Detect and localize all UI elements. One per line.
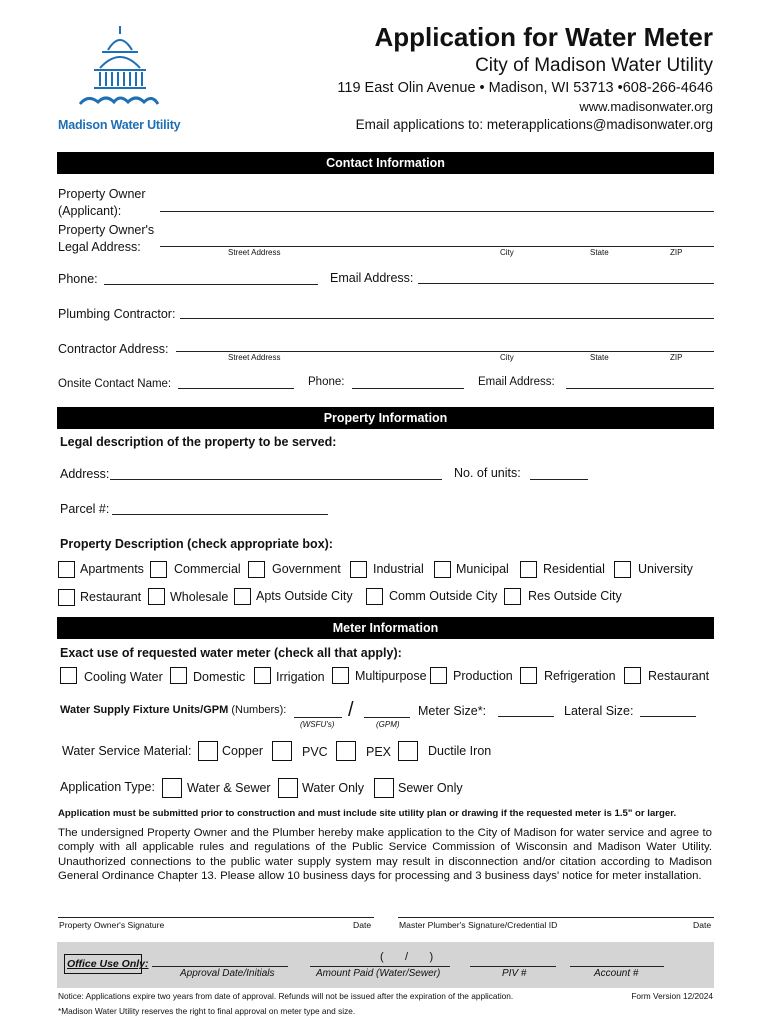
city-caption: City xyxy=(500,248,514,257)
label-production: Production xyxy=(453,669,513,683)
amount-date-placeholder: ( / ) xyxy=(380,951,434,963)
checkbox-water-and-sewer[interactable] xyxy=(162,778,182,798)
checkbox-irrigation[interactable] xyxy=(254,667,271,684)
contractor-address-field[interactable] xyxy=(176,351,714,352)
onsite-email-field[interactable] xyxy=(566,388,714,389)
label-municipal: Municipal xyxy=(456,562,509,576)
label-government: Government xyxy=(272,562,341,576)
checkbox-university[interactable] xyxy=(614,561,631,578)
owner-date-label: Date xyxy=(353,920,372,930)
onsite-phone-label: Phone: xyxy=(308,376,345,388)
office-use-label: Office Use Only: xyxy=(67,958,149,970)
reserve-notice: *Madison Water Utility reserves the right to final approval on meter type and size. xyxy=(58,1006,356,1016)
page-subtitle: City of Madison Water Utility xyxy=(475,55,713,76)
meter-size-field[interactable] xyxy=(498,716,554,717)
form-version: Form Version 12/2024 xyxy=(631,991,713,1001)
meter-use-title: Exact use of requested water meter (check all that apply): xyxy=(60,646,402,660)
checkbox-pvc[interactable] xyxy=(272,741,292,761)
label-pvc: PVC xyxy=(302,745,328,759)
section-contact-information: Contact Information xyxy=(57,152,714,174)
label-restaurant: Restaurant xyxy=(80,590,142,604)
checkbox-water-only[interactable] xyxy=(278,778,298,798)
label-cooling-water: Cooling Water xyxy=(84,670,163,684)
checkbox-apts-outside-city[interactable] xyxy=(234,588,251,605)
logo xyxy=(58,24,183,136)
label-restaurant-use: Restaurant xyxy=(648,669,710,683)
section-property-information: Property Information xyxy=(57,407,714,429)
owner-name-field[interactable] xyxy=(160,211,714,212)
phone-label: Phone: xyxy=(58,272,98,286)
address-label: Address: xyxy=(60,467,110,481)
address-line: 119 East Olin Avenue • Madison, WI 53713 •608-266-4646 xyxy=(337,80,713,96)
contractor-address-label: Contractor Address: xyxy=(58,342,169,356)
plumbing-contractor-field[interactable] xyxy=(180,318,714,319)
expiration-notice: Notice: Applications expire two years from date of approval. Refunds will not be issued after the expiration of the application. xyxy=(58,991,514,1001)
parcel-field[interactable] xyxy=(112,514,328,515)
label-irrigation: Irrigation xyxy=(276,670,325,684)
label-domestic: Domestic xyxy=(193,670,246,684)
checkbox-ductile-iron[interactable] xyxy=(398,741,418,761)
checkbox-government[interactable] xyxy=(248,561,265,578)
label-copper: Copper xyxy=(222,744,263,758)
label-apartments: Apartments xyxy=(80,562,144,576)
label-wholesale: Wholesale xyxy=(170,590,229,604)
water-service-material-label: Water Service Material: xyxy=(62,744,192,758)
capitol-dome-icon xyxy=(58,24,183,114)
approval-field[interactable] xyxy=(152,966,288,967)
checkbox-refrigeration[interactable] xyxy=(520,667,537,684)
legal-address-label-2: Legal Address: xyxy=(58,240,141,254)
email-label: Email Address: xyxy=(330,271,414,285)
checkbox-apartments[interactable] xyxy=(58,561,75,578)
checkbox-commercial[interactable] xyxy=(150,561,167,578)
website: www.madisonwater.org xyxy=(579,99,713,114)
checkbox-sewer-only[interactable] xyxy=(374,778,394,798)
checkbox-restaurant[interactable] xyxy=(58,589,75,606)
label-water-only: Water Only xyxy=(302,781,365,795)
label-refrigeration: Refrigeration xyxy=(544,669,616,683)
legal-description-title: Legal description of the property to be served: xyxy=(60,435,337,449)
wsfu-field[interactable] xyxy=(294,717,342,718)
onsite-email-label: Email Address: xyxy=(478,376,555,388)
checkbox-pex[interactable] xyxy=(336,741,356,761)
label-industrial: Industrial xyxy=(373,562,424,576)
checkbox-res-outside-city[interactable] xyxy=(504,588,521,605)
page-title: Application for Water Meter xyxy=(374,22,713,52)
onsite-contact-field[interactable] xyxy=(178,388,294,389)
checkbox-wholesale[interactable] xyxy=(148,588,165,605)
plumber-date-label: Date xyxy=(693,920,712,930)
gpm-field[interactable] xyxy=(364,717,410,718)
amount-caption: Amount Paid (Water/Sewer) xyxy=(316,968,441,979)
units-label: No. of units: xyxy=(454,466,521,480)
label-university: University xyxy=(638,562,693,576)
fixture-units-label-bold: Water Supply Fixture Units/GPM xyxy=(60,704,229,716)
account-caption: Account # xyxy=(594,968,639,979)
city-caption-2: City xyxy=(500,353,514,362)
gpm-caption: (GPM) xyxy=(376,720,400,729)
state-caption: State xyxy=(590,248,609,257)
plumber-signature-field[interactable] xyxy=(398,917,714,918)
label-sewer-only: Sewer Only xyxy=(398,781,463,795)
piv-caption: PIV # xyxy=(502,968,527,979)
owner-label-1: Property Owner xyxy=(58,187,146,201)
checkbox-domestic[interactable] xyxy=(170,667,187,684)
label-apts-outside-city: Apts Outside City xyxy=(256,589,353,603)
label-residential: Residential xyxy=(543,562,605,576)
fixture-slash: / xyxy=(348,699,354,721)
logo-text: Madison Water Utility xyxy=(58,118,181,132)
agreement-paragraph: The undersigned Property Owner and the Plumber hereby make application to the City of Madison for water service and agree to comply with all applicable rules and regulations of the Public Service Commission of Wisconsin and Madison Water Utility. Unauthorized connections to the public water supply system may result in disconnection and/or citation according to Madison General Ordinance Chapter 13. Please allow 10 business days for processing and 3 business days' notice for meter installation. xyxy=(58,827,712,883)
checkbox-industrial[interactable] xyxy=(350,561,367,578)
label-water-and-sewer: Water & Sewer xyxy=(187,781,271,795)
owner-label-2: (Applicant): xyxy=(58,204,122,218)
checkbox-multipurpose[interactable] xyxy=(332,667,349,684)
submission-notice: Application must be submitted prior to construction and must include site utility plan or drawing if the requested meter is 1.5" or larger. xyxy=(58,808,677,819)
application-type-label: Application Type: xyxy=(60,780,155,794)
lateral-size-label: Lateral Size: xyxy=(564,704,634,718)
owner-signature-label: Property Owner's Signature xyxy=(59,920,165,930)
label-comm-outside-city: Comm Outside City xyxy=(389,589,498,603)
checkbox-production[interactable] xyxy=(430,667,447,684)
account-field[interactable] xyxy=(570,966,664,967)
plumbing-contractor-label: Plumbing Contractor: xyxy=(58,307,176,321)
legal-address-field[interactable] xyxy=(160,246,714,247)
checkbox-municipal[interactable] xyxy=(434,561,451,578)
address-field[interactable] xyxy=(110,479,442,480)
zip-caption: ZIP xyxy=(670,248,683,257)
parcel-label: Parcel #: xyxy=(60,502,110,516)
office-use-panel xyxy=(57,942,714,988)
phone-field[interactable] xyxy=(104,284,318,285)
approval-caption: Approval Date/Initials xyxy=(180,968,275,979)
onsite-phone-field[interactable] xyxy=(352,388,464,389)
label-ductile-iron: Ductile Iron xyxy=(428,744,492,758)
units-field[interactable] xyxy=(530,479,588,480)
checkbox-comm-outside-city[interactable] xyxy=(366,588,383,605)
label-res-outside-city: Res Outside City xyxy=(528,589,622,603)
email-field[interactable] xyxy=(418,283,714,284)
label-commercial: Commercial xyxy=(174,562,241,576)
amount-field[interactable] xyxy=(310,966,450,967)
section-meter-information: Meter Information xyxy=(57,617,714,639)
checkbox-restaurant-use[interactable] xyxy=(624,667,641,684)
piv-field[interactable] xyxy=(470,966,556,967)
meter-size-label: Meter Size*: xyxy=(418,704,487,718)
street-address-caption: Street Address xyxy=(228,248,281,257)
label-pex: PEX xyxy=(366,745,392,759)
property-description-title: Property Description (check appropriate box): xyxy=(60,537,333,551)
email-line: Email applications to: meterapplications@madisonwater.org xyxy=(355,117,713,132)
legal-address-label-1: Property Owner's xyxy=(58,223,155,237)
fixture-units-label xyxy=(60,704,286,716)
street-address-caption-2: Street Address xyxy=(228,353,281,362)
zip-caption-2: ZIP xyxy=(670,353,683,362)
wsfu-caption: (WSFU's) xyxy=(300,720,335,729)
checkbox-copper[interactable] xyxy=(198,741,218,761)
lateral-size-field[interactable] xyxy=(640,716,696,717)
state-caption-2: State xyxy=(590,353,609,362)
fixture-units-label-rest: (Numbers): xyxy=(228,704,287,716)
plumber-signature-label: Master Plumber's Signature/Credential ID xyxy=(399,920,558,930)
checkbox-residential[interactable] xyxy=(520,561,537,578)
label-multipurpose: Multipurpose xyxy=(355,669,427,683)
owner-signature-field[interactable] xyxy=(58,917,374,918)
checkbox-cooling-water[interactable] xyxy=(60,667,77,684)
onsite-contact-label: Onsite Contact Name: xyxy=(58,378,172,390)
